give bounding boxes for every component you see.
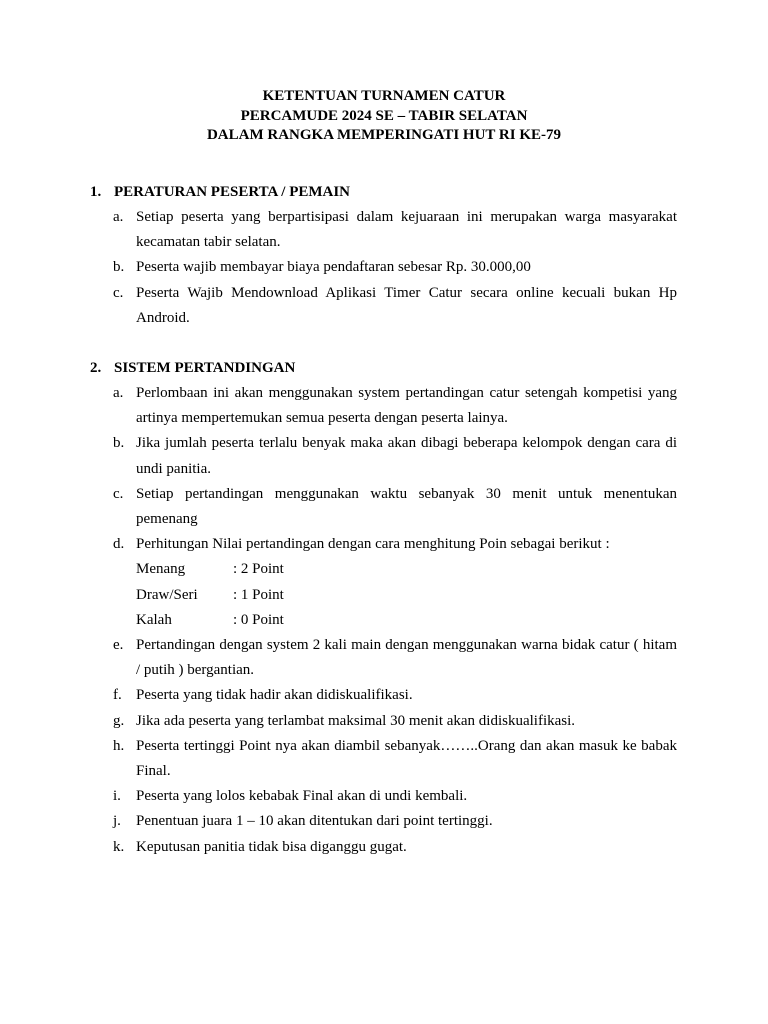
list-item-text: Pertandingan dengan system 2 kali main dengan menggunakan warna bidak catur ( hitam / putih ) bergantian.: [136, 636, 677, 679]
points-label: Menang: [136, 561, 186, 578]
section-title: SISTEM PERTANDINGAN: [114, 360, 296, 376]
list-item-letter: d.: [113, 536, 125, 553]
list-item-letter: c.: [113, 485, 124, 502]
list-item: [0, 381, 677, 431]
list-item: [0, 784, 677, 809]
list-item-text: Penentuan juara 1 – 10 akan ditentukan dari point tertinggi.: [136, 813, 493, 830]
section-item-list: [0, 205, 768, 331]
list-item: [0, 835, 677, 860]
points-row: [0, 557, 768, 582]
list-item-letter: e.: [113, 636, 124, 653]
points-label: Kalah: [136, 611, 172, 628]
list-item-letter: j.: [113, 813, 121, 830]
points-row: [0, 583, 768, 608]
list-item-letter: h.: [113, 737, 125, 754]
list-item-letter: b.: [113, 259, 125, 276]
section-number: 2.: [90, 360, 102, 376]
list-item-text: Setiap peserta yang berpartisipasi dalam kejuaraan ini merupakan warga masyarakat kecamatan tabir selatan.: [136, 209, 677, 251]
list-item: [0, 431, 677, 481]
document-title: [0, 87, 768, 146]
points-value: : 0 Point: [233, 611, 284, 628]
list-item-letter: g.: [113, 712, 125, 729]
points-row: [0, 608, 768, 633]
list-item: [0, 205, 677, 255]
list-item-letter: f.: [113, 687, 122, 704]
list-item: [0, 683, 677, 708]
list-item: [0, 255, 677, 280]
list-item-text: Jika jumlah peserta terlalu benyak maka akan dibagi beberapa kelompok dengan cara di undi panitia.: [136, 435, 677, 477]
section-heading: [0, 359, 768, 378]
list-item: [0, 281, 677, 331]
title-line-1: KETENTUAN TURNAMEN CATUR: [262, 88, 506, 104]
list-item-text: Peserta tertinggi Point nya akan diambil sebanyak……..Orang dan akan masuk ke babak Final.: [136, 737, 677, 779]
list-item: [0, 809, 677, 834]
section-heading: [0, 183, 768, 202]
list-item-letter: a.: [113, 209, 124, 225]
list-item-letter: b.: [113, 435, 125, 452]
section-title: PERATURAN PESERTA / PEMAIN: [114, 184, 351, 200]
list-item: [0, 532, 677, 557]
list-item-text: Keputusan panitia tidak bisa diganggu gugat.: [136, 838, 407, 855]
list-item-text: Peserta Wajib Mendownload Aplikasi Timer Catur secara online kecuali bukan Hp Android.: [136, 284, 677, 326]
title-line-2: PERCAMUDE 2024 SE – TABIR SELATAN: [240, 107, 528, 124]
list-item-text: Peserta yang lolos kebabak Final akan di undi kembali.: [136, 788, 468, 805]
list-item-text: Jika ada peserta yang terlambat maksimal 30 menit akan didiskualifikasi.: [136, 712, 576, 729]
section-number: 1.: [90, 184, 102, 200]
list-item-text: Peserta yang tidak hadir akan didiskualifikasi.: [136, 687, 413, 704]
title-line-3: DALAM RANGKA MEMPERINGATI HUT RI KE-79: [206, 127, 562, 143]
list-item-letter: k.: [113, 838, 125, 855]
points-table: [0, 557, 768, 633]
list-item: [0, 482, 677, 532]
section-peraturan-peserta: [0, 183, 768, 331]
list-item-letter: i.: [113, 788, 121, 805]
list-item-text: Perhitungan Nilai pertandingan dengan cara menghitung Poin sebagai berikut :: [136, 536, 610, 553]
section-item-list: [0, 381, 768, 860]
list-item-letter: a.: [113, 385, 124, 401]
list-item-text: Setiap pertandingan menggunakan waktu sebanyak 30 menit untuk menentukan pemenang: [136, 485, 677, 528]
list-item: [0, 734, 677, 784]
section-sistem-pertandingan: [0, 359, 768, 860]
list-item-text: Peserta wajib membayar biaya pendaftaran sebesar Rp. 30.000,00: [136, 259, 531, 276]
points-label: Draw/Seri: [136, 586, 198, 603]
points-value: : 2 Point: [233, 561, 284, 578]
list-item-text: Perlombaan ini akan menggunakan system pertandingan catur setengah kompetisi yang artinya mempertemukan semua peserta dengan peserta lainya.: [136, 385, 677, 427]
points-value: : 1 Point: [233, 586, 284, 603]
list-item: [0, 633, 677, 683]
list-item-letter: c.: [113, 284, 124, 301]
list-item: [0, 709, 677, 734]
